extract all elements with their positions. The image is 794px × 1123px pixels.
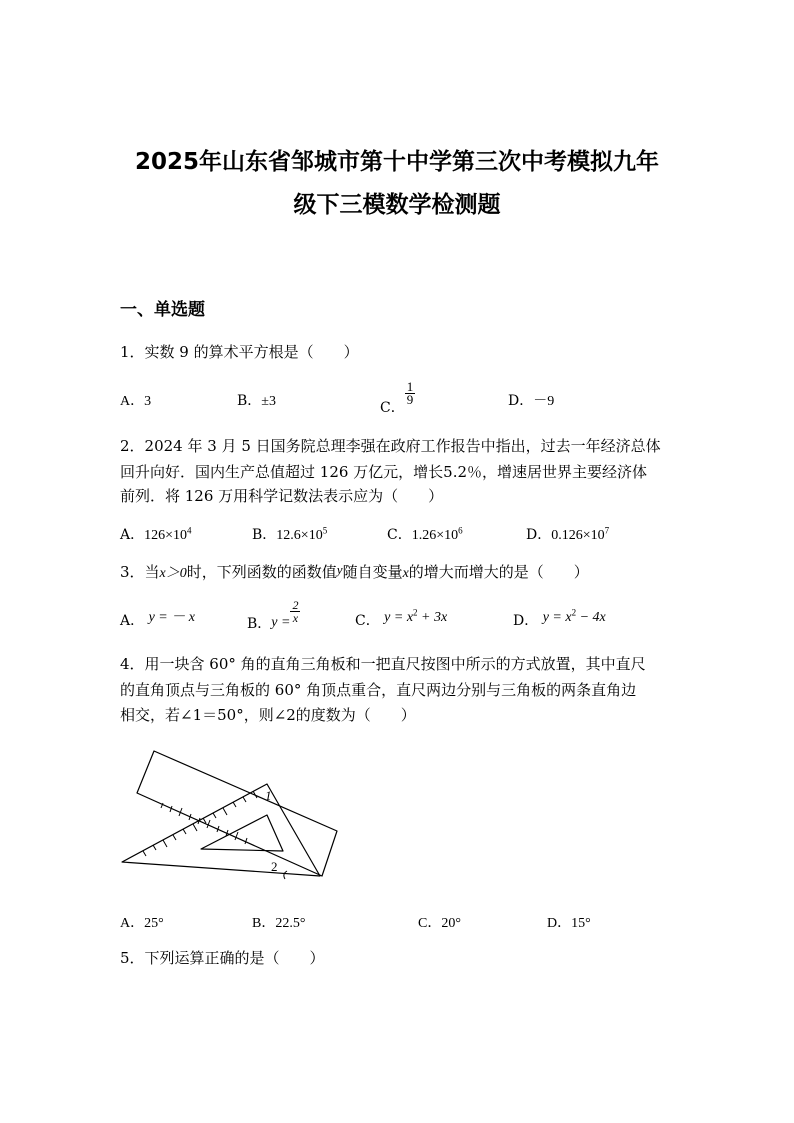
question-1-option-a: A．3 <box>120 394 152 409</box>
question-4-line2: 的直角顶点与三角板的 60° 角顶点重合，直尺两边分别与三角板的两条直角边 <box>120 681 637 699</box>
question-2-option-d: D．$0.126\times 10^7$ <box>526 525 610 543</box>
question-4-option-c: C．20° <box>418 916 461 931</box>
question-1-option-b: B．±3 <box>237 393 276 409</box>
question-3-option-c: C． $y = x^2 + 3x$ <box>355 607 448 629</box>
angle-2-label: 2 <box>271 859 278 874</box>
question-2-option-a: A．$126\times 10^4$ <box>120 525 192 543</box>
question-3-option-b: B．y = $\frac{2}{x}$ <box>247 598 299 632</box>
question-4-option-d: D．15° <box>547 916 591 931</box>
question-1-stem: 1．实数 9 的算术平方根是（ ） <box>120 343 359 361</box>
question-3-stem: 3．当x＞0时，下列函数的函数值y随自变量x的增大而增大的是（ ） <box>120 562 589 581</box>
question-2-line2: 回升向好．国内生产总值超过 126 万亿元，增长5.2％，增速居世界主要经济体 <box>120 463 648 481</box>
question-2-option-b: B．$12.6\times 10^5$ <box>252 525 328 543</box>
document-title-line2: 级下三模数学检测题 <box>293 192 501 218</box>
angle-2-arc <box>284 871 287 879</box>
question-4-line1: 4．用一块含 60° 角的直角三角板和一把直尺按图中所示的方式放置，其中直尺 <box>120 655 646 673</box>
triangle-inner <box>201 815 283 851</box>
question-2-line1: 2．2024 年 3 月 5 日国务院总理李强在政府工作报告中指出，过去一年经济总体 <box>120 437 661 455</box>
question-4-line3: 相交，若∠1＝50°，则∠2的度数为（ ） <box>120 706 416 724</box>
section-heading: 一、单选题 <box>120 300 205 320</box>
document-title-line1: 2025年山东省邹城市第十中学第三次中考模拟九年 <box>134 149 659 175</box>
question-5-stem: 5．下列运算正确的是（ ） <box>120 949 325 967</box>
question-1-option-c: C． $\frac{1}{9}$ <box>380 379 414 416</box>
triangle-ticks <box>143 791 257 856</box>
question-3-option-a: A． y = － x <box>120 610 195 629</box>
question-3-option-d: D． $y = x^2 - 4x$ <box>513 607 606 629</box>
question-4-option-b: B．22.5° <box>252 916 306 931</box>
ruler-triangle-figure <box>115 745 350 880</box>
ruler-shape <box>137 751 337 876</box>
question-4-option-a: A．25° <box>120 916 164 931</box>
question-2-line3: 前列．将 126 万用科学记数法表示应为（ ） <box>120 487 444 505</box>
question-1-option-d: D．－9 <box>508 393 555 409</box>
question-2-option-c: C．$1.26\times 10^6$ <box>387 525 463 543</box>
angle-1-label: 1 <box>265 788 272 803</box>
